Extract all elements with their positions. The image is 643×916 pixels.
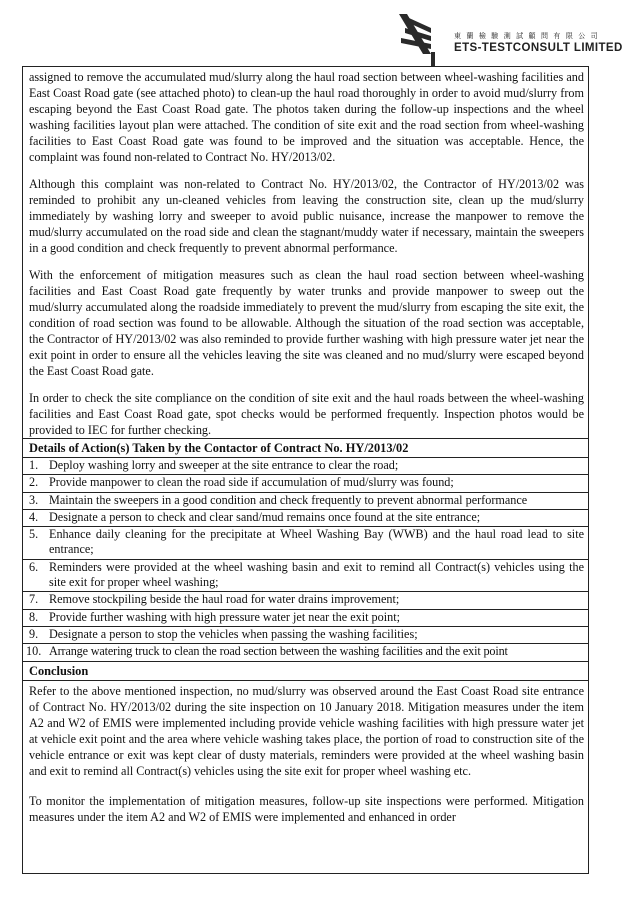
actions-heading: Details of Action(s) Taken by the Contactor of Contract No. HY/2013/02 — [23, 438, 588, 458]
action-item — [23, 526, 588, 559]
intro-paragraph: With the enforcement of mitigation measures such as clean the haul road section between wheel-washing facilities and East Coast Road gate frequently by water trunks and provide manpower to sweep out the mud/slurry accumulated along the roadside immediately to prevent the mud/slurry from escaping the site exit, the condition of road section was found to be allowable. Although the situation of the road section was acceptable, the Contractor of HY/2013/02 was also reminded to provide further washing with high pressure water jet near the exit point in order to ensure all the vehicles leaving the site was cleaned and no mud/slurry were escaped beyond the East Coast Road gate. — [29, 268, 584, 378]
intro-paragraph: assigned to remove the accumulated mud/slurry along the haul road section between wheel-washing facilities and East Coast Road gate (see attached photo) to clean-up the haul road thoroughly in order to avoid mud/slurry from escaping beyond the East Coast Road gate. The photos taken during the follow-up inspections and the wheel washing facilities layout plan were attached. The condition of site exit and the road section from wheel-washing facilities to East Coast Road gate was found to be improved and the situation was acceptable. Hence, the complaint was found non-related to Contract No. HY/2013/02. — [29, 70, 584, 164]
action-text: Enhance daily cleaning for the precipitate at Wheel Washing Bay (WWB) and the haul road lead to site entrance; — [49, 527, 584, 557]
action-item — [23, 492, 588, 509]
action-item — [23, 559, 588, 592]
conclusion-paragraph: Refer to the above mentioned inspection, no mud/slurry was observed around the East Coast Road site entrance of Contract No. HY/2013/02 during the site inspection on 10 January 2018. Mitigation measures under the item A2 and W2 of EMIS were implemented including provide vehicle washing facilities with high pressure water jet at vehicle exit point and the area where vehicle washing takes place, the portion of road to construction site of the vehicle entrance or exit was kept clear of dusty materials, reminders were provided at the wheel washing basin and exit to remind all Contract(s) vehicles using the site exit for proper wheel washing etc. — [29, 683, 584, 778]
action-item — [23, 509, 588, 526]
company-name-english: ETS-TESTCONSULT LIMITED — [454, 42, 623, 54]
action-number: 5. — [29, 527, 39, 542]
action-text: Provide further washing with high pressure water jet near the exit point; — [49, 609, 400, 624]
intro-paragraph: Although this complaint was non-related to Contract No. HY/2013/02, the Contractor of HY/2013/02 was reminded to prohibit any un-cleaned vehicles from leaving the construction site, clean up the mud/slurry immediately by washing lorry and sweeper to avoid public nuisance, increase the manpower to remove the mud/slurry accumulated on the road side and clean the stagnant/muddy water if necessary, maintain the sweepers in a good condition and check frequently to prevent abnormal performance. — [29, 177, 584, 255]
action-text: Designate a person to stop the vehicles when passing the washing facilities; — [49, 626, 418, 641]
document-table — [22, 66, 589, 874]
action-number: 4. — [29, 509, 39, 524]
action-text: Provide manpower to clean the road side if accumulation of mud/slurry was found; — [49, 475, 454, 490]
conclusion-paragraph: To monitor the implementation of mitigation measures, follow-up site inspections were performed. Mitigation measures under the item A2 and W2 of EMIS were implemented and enhanced in order — [29, 793, 584, 824]
action-text: Designate a person to check and clear sand/mud remains once found at the site entrance; — [49, 509, 481, 524]
action-number: 2. — [29, 475, 39, 490]
action-text: Deploy washing lorry and sweeper at the site entrance to clear the road; — [49, 458, 399, 472]
action-number: 6. — [29, 559, 39, 574]
actions-list — [23, 458, 588, 661]
company-name-block — [454, 31, 623, 54]
action-number: 3. — [29, 492, 39, 507]
action-text: Maintain the sweepers in a good condition and check frequently to prevent abnormal performance — [49, 492, 528, 507]
action-item — [23, 643, 588, 660]
action-text: Remove stockpiling beside the haul road for water drains improvement; — [49, 592, 400, 607]
action-item — [23, 591, 588, 608]
intro-paragraph: In order to check the site compliance on the condition of site exit and the haul roads between the wheel-washing facilities and East Coast Road gate, spot checks would be performed frequently. Inspection photos would be provided to IEC for further checking. — [29, 391, 584, 437]
conclusion-heading: Conclusion — [23, 661, 588, 681]
company-logo-icon — [391, 14, 453, 66]
action-number: 8. — [29, 609, 39, 624]
action-item — [23, 609, 588, 626]
action-text: Arrange watering truck to clean the road section between the washing facilities and the exit point — [49, 644, 508, 659]
intro-section — [23, 67, 588, 438]
company-name-chinese: 東 蘭 檢 驗 測 試 顧 問 有 限 公 司 — [454, 32, 600, 40]
action-number: 9. — [29, 626, 39, 641]
action-number: 1. — [29, 458, 39, 472]
action-item — [23, 474, 588, 491]
action-item — [23, 626, 588, 643]
action-text: Reminders were provided at the wheel washing basin and exit to remind all Contract(s) vehicles using the site exit for proper wheel washing; — [49, 559, 584, 590]
action-number: 7. — [29, 592, 39, 607]
conclusion-section — [23, 681, 588, 825]
action-number: 10. — [26, 644, 42, 659]
action-item — [23, 458, 588, 474]
page-header — [0, 0, 643, 64]
